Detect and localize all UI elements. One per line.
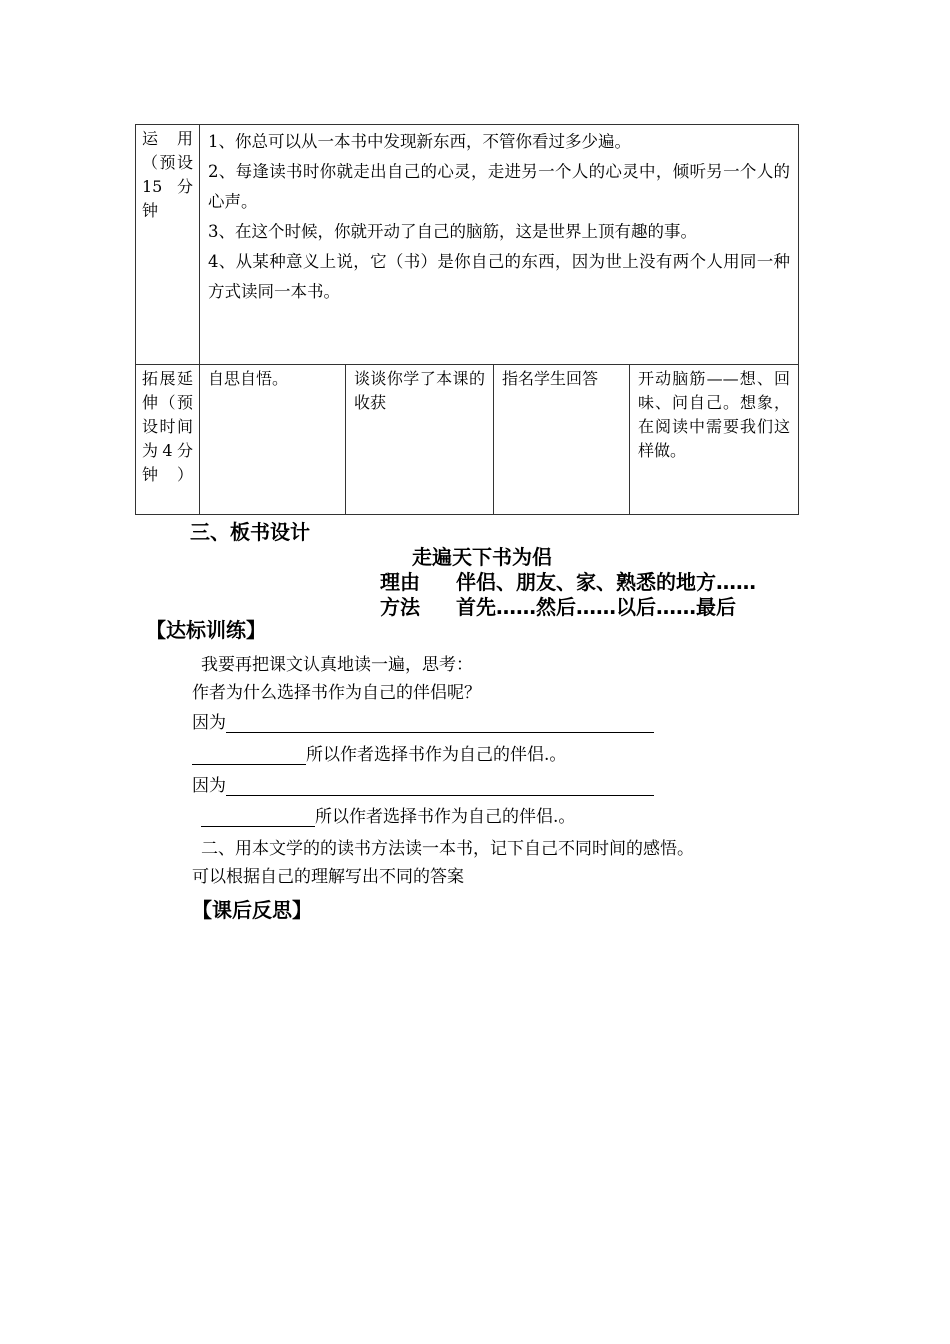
lesson-table: [135, 124, 799, 515]
training-item-2: 二、用本文学的的读书方法读一本书，记下自己不同时间的感悟。: [201, 839, 694, 859]
apply-label: 运用（预设15分钟: [136, 125, 200, 365]
board-method-row: [380, 591, 736, 620]
reflection-heading: 【课后反思】: [192, 898, 312, 922]
blank-line-2[interactable]: [192, 746, 306, 765]
extend-col-answer: 指名学生回答: [494, 365, 630, 515]
blank-line-1[interactable]: [226, 714, 654, 733]
board-heading: 三、板书设计: [190, 520, 310, 544]
answer-line-3: [192, 771, 654, 796]
apply-content: [200, 125, 799, 365]
answer-line-2: [192, 740, 566, 765]
so-text-2: 所以作者选择书作为自己的伴侣.。: [315, 807, 576, 827]
because-label-2: 因为: [192, 776, 226, 796]
extend-col-harvest: 谈谈你学了本课的收获: [346, 365, 494, 515]
extend-col-self: 自思自悟。: [200, 365, 346, 515]
board-method-text: 首先……然后……以后……最后: [456, 595, 736, 619]
training-intro: 我要再把课文认真地读一遍，思考：: [201, 655, 473, 675]
apply-line-4: 4、从某种意义上说，它（书）是你自己的东西，因为世上没有两个人用同一种方式读同一本书。: [208, 252, 790, 301]
board-reason-label: 理由: [380, 570, 420, 594]
table-row-extend: [136, 365, 799, 515]
apply-line-1: 1、你总可以从一本书中发现新东西，不管你看过多少遍。: [208, 132, 631, 151]
apply-line-3: 3、在这个时候，你就开动了自己的脑筋，这是世界上顶有趣的事。: [208, 222, 697, 241]
blank-line-3[interactable]: [226, 777, 654, 796]
training-heading: 【达标训练】: [146, 618, 266, 642]
answer-line-1: [192, 708, 654, 733]
extend-col-think: 开动脑筋——想、回味、问自己。想象，在阅读中需要我们这样做。: [630, 365, 799, 515]
so-text-1: 所以作者选择书作为自己的伴侣.。: [306, 745, 567, 765]
training-note: 可以根据自己的理解写出不同的答案: [192, 867, 464, 887]
answer-line-4: [201, 802, 575, 827]
table-row-apply: [136, 125, 799, 365]
extend-label: 拓展延伸（预设时间为4分钟）: [136, 365, 200, 515]
blank-line-4[interactable]: [201, 808, 315, 827]
apply-line-2: 2、每逢读书时你就走出自己的心灵，走进另一个人的心灵中，倾听另一个人的心声。: [208, 162, 790, 211]
board-method-label: 方法: [380, 595, 420, 619]
because-label-1: 因为: [192, 713, 226, 733]
board-title: 走遍天下书为侣: [412, 545, 552, 569]
training-question: 作者为什么选择书作为自己的伴侣呢？: [192, 683, 481, 703]
board-reason-text: 伴侣、朋友、家、熟悉的地方……: [456, 570, 756, 594]
